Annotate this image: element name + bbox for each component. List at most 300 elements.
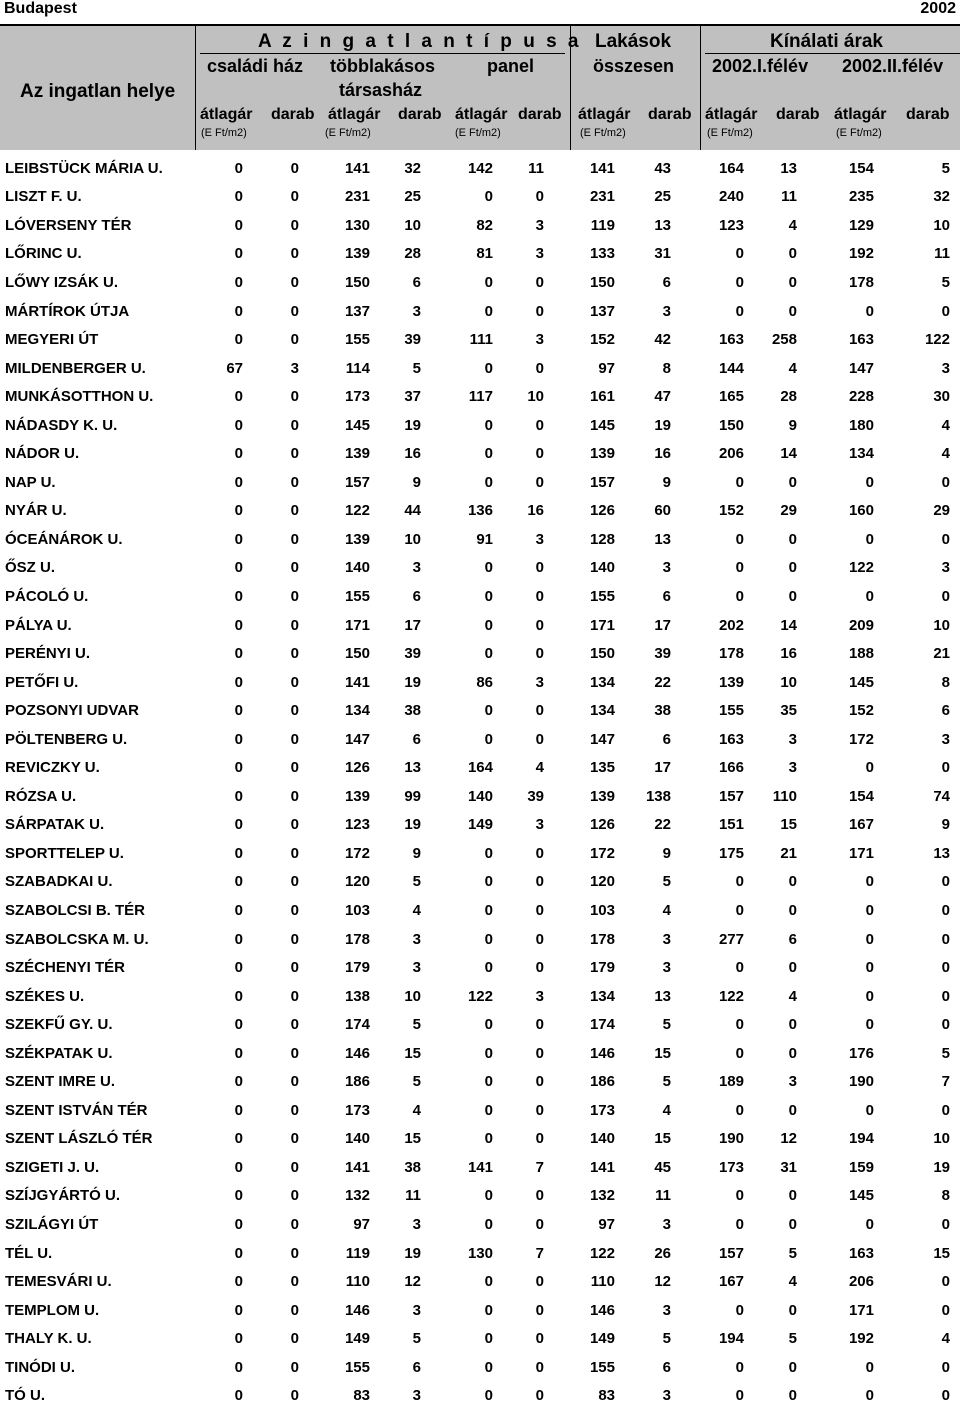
table-row <box>0 1068 960 1097</box>
avg-price-header-2: átlagár <box>328 106 381 123</box>
street-name-cell: PÁCOLÓ U. <box>5 587 89 605</box>
street-name-cell: LÓVERSENY TÉR <box>5 216 132 234</box>
multi-count-cell: 3 <box>412 1216 421 1233</box>
property-type-header: A z i n g a t l a n t í p u s a <box>258 31 582 52</box>
family-count-cell: 0 <box>290 1130 299 1148</box>
multi-avg-cell: 110 <box>345 1273 370 1291</box>
total-avg-cell: 149 <box>589 1330 615 1348</box>
total-count-cell: 6 <box>662 273 671 291</box>
half2-avg-cell: 129 <box>848 216 874 234</box>
family-house-header: családi ház <box>207 56 304 76</box>
total-avg-cell: 141 <box>589 1158 615 1176</box>
half2-avg-cell: 0 <box>865 473 874 491</box>
total-count-cell: 42 <box>654 331 671 349</box>
family-avg-cell: 67 <box>226 359 243 377</box>
total-count-cell: 47 <box>654 388 671 406</box>
family-count-cell: 0 <box>290 1016 299 1034</box>
table-row <box>0 725 960 754</box>
half2-count-cell: 0 <box>941 759 950 777</box>
table-row <box>0 325 960 354</box>
total-count-cell: 9 <box>662 844 671 862</box>
half2-count-cell: 0 <box>941 1301 950 1319</box>
half1-count-cell: 0 <box>788 1216 797 1233</box>
price-table-body <box>0 154 960 1410</box>
half1-avg-cell: 123 <box>718 216 744 234</box>
panel-count-cell: 0 <box>535 1330 544 1348</box>
table-row <box>0 668 960 697</box>
half2-avg-cell: 0 <box>865 587 874 605</box>
family-avg-cell: 0 <box>234 273 243 291</box>
avg-price-header-6: átlagár <box>834 106 887 123</box>
panel-count-cell: 0 <box>535 616 544 634</box>
total-avg-cell: 110 <box>590 1273 615 1291</box>
total-avg-cell: 178 <box>589 930 615 948</box>
total-avg-cell: 103 <box>589 901 615 919</box>
panel-count-cell: 3 <box>535 331 544 349</box>
family-count-cell: 0 <box>290 1101 299 1119</box>
family-count-cell: 0 <box>290 245 299 263</box>
multi-avg-cell: 172 <box>344 844 370 862</box>
total-avg-cell: 146 <box>589 1044 615 1062</box>
half2-avg-cell: 147 <box>848 359 874 377</box>
half1-avg-cell: 0 <box>735 559 744 577</box>
multi-avg-cell: 178 <box>344 930 370 948</box>
table-row <box>0 1210 960 1239</box>
total-avg-cell: 161 <box>589 388 615 406</box>
half2-avg-cell: 152 <box>848 702 874 720</box>
street-name-cell: NYÁR U. <box>5 502 67 520</box>
table-row <box>0 639 960 668</box>
total-avg-cell: 231 <box>589 188 615 206</box>
total-count-cell: 25 <box>654 188 671 206</box>
table-row <box>0 611 960 640</box>
half2-count-cell: 4 <box>941 445 950 463</box>
total-count-cell: 15 <box>654 1044 671 1062</box>
total-count-cell: 15 <box>654 1130 671 1148</box>
multi-avg-cell: 150 <box>344 273 370 291</box>
multi-count-cell: 3 <box>412 302 421 320</box>
table-row <box>0 468 960 497</box>
panel-avg-cell: 0 <box>484 1187 493 1205</box>
table-row <box>0 183 960 212</box>
multi-count-cell: 5 <box>412 1073 421 1091</box>
street-name-cell: SZENT LÁSZLÓ TÉR <box>5 1130 153 1148</box>
total-count-cell: 45 <box>654 1158 671 1176</box>
table-row <box>0 782 960 811</box>
street-name-cell: MUNKÁSOTTHON U. <box>5 388 154 406</box>
page-header-bar <box>0 0 960 26</box>
total-avg-cell: 186 <box>589 1073 615 1091</box>
total-count-cell: 17 <box>654 759 671 777</box>
panel-count-cell: 3 <box>535 673 544 691</box>
half1-avg-cell: 0 <box>735 1187 744 1205</box>
street-name-cell: SZIGETI J. U. <box>5 1158 100 1176</box>
half2-count-cell: 0 <box>941 901 950 919</box>
panel-avg-cell: 91 <box>476 530 493 548</box>
half1-avg-cell: 173 <box>718 1158 744 1176</box>
half1-count-cell: 6 <box>788 930 797 948</box>
half2-count-cell: 0 <box>941 1387 950 1405</box>
family-avg-cell: 0 <box>234 530 243 548</box>
multi-avg-cell: 149 <box>344 1330 370 1348</box>
multi-avg-cell: 114 <box>345 359 370 377</box>
half2-avg-cell: 0 <box>865 873 874 891</box>
panel-avg-cell: 0 <box>484 702 493 720</box>
family-count-cell: 0 <box>290 1187 299 1205</box>
panel-count-cell: 0 <box>535 302 544 320</box>
half2-avg-cell: 194 <box>848 1130 874 1148</box>
family-count-cell: 0 <box>290 844 299 862</box>
multi-count-cell: 5 <box>412 1330 421 1348</box>
multi-avg-cell: 139 <box>344 245 370 263</box>
panel-avg-cell: 0 <box>484 587 493 605</box>
half1-avg-cell: 157 <box>718 787 744 805</box>
street-name-cell: MILDENBERGER U. <box>5 359 146 377</box>
total-avg-cell: 97 <box>598 359 615 377</box>
total-count-cell: 8 <box>662 359 671 377</box>
year-title: 2002 <box>920 0 956 17</box>
half1-count-cell: 258 <box>771 331 797 349</box>
half2-avg-cell: 163 <box>848 1244 874 1262</box>
multi-avg-cell: 132 <box>344 1187 370 1205</box>
panel-count-cell: 0 <box>535 702 544 720</box>
half2-count-cell: 74 <box>933 787 950 805</box>
total-count-cell: 26 <box>654 1244 671 1262</box>
multi-count-cell: 38 <box>404 1158 421 1176</box>
table-row <box>0 1125 960 1154</box>
family-count-cell: 0 <box>290 530 299 548</box>
half1-count-cell: 4 <box>788 216 797 234</box>
street-name-cell: TÓ U. <box>5 1387 45 1405</box>
half1-count-cell: 0 <box>788 1187 797 1205</box>
panel-count-cell: 0 <box>535 1273 544 1291</box>
half1-count-cell: 0 <box>788 473 797 491</box>
total-avg-cell: 155 <box>589 1358 615 1376</box>
family-avg-cell: 0 <box>234 930 243 948</box>
table-row <box>0 1153 960 1182</box>
panel-count-cell: 3 <box>535 530 544 548</box>
total-count-cell: 4 <box>662 1101 671 1119</box>
street-name-cell: MEGYERI ÚT <box>5 331 99 349</box>
multi-avg-cell: 137 <box>344 302 370 320</box>
panel-avg-cell: 0 <box>484 901 493 919</box>
multi-avg-cell: 140 <box>344 1130 370 1148</box>
panel-count-cell: 0 <box>535 416 544 434</box>
multi-count-cell: 4 <box>412 1101 421 1119</box>
total-count-cell: 43 <box>654 159 671 177</box>
half1-count-cell: 16 <box>780 645 797 663</box>
panel-avg-cell: 136 <box>467 502 493 520</box>
multi-avg-cell: 157 <box>344 473 370 491</box>
half1-avg-cell: 190 <box>718 1130 744 1148</box>
half1-avg-cell: 165 <box>718 388 744 406</box>
count-header-5: darab <box>776 106 820 123</box>
half2-avg-cell: 167 <box>848 816 874 834</box>
half2-count-cell: 4 <box>941 1330 950 1348</box>
half1-count-cell: 0 <box>788 1016 797 1034</box>
half1-count-cell: 0 <box>788 901 797 919</box>
total-count-cell: 5 <box>662 1330 671 1348</box>
multi-count-cell: 15 <box>404 1130 421 1148</box>
half1-count-cell: 10 <box>780 673 797 691</box>
street-name-cell: THALY K. U. <box>5 1330 92 1348</box>
table-row <box>0 1182 960 1211</box>
half2-count-cell: 0 <box>941 987 950 1005</box>
family-count-cell: 0 <box>290 759 299 777</box>
avg-price-header-5: átlagár <box>705 106 758 123</box>
multi-avg-cell: 134 <box>344 702 370 720</box>
half1-count-cell: 0 <box>788 1358 797 1376</box>
family-avg-cell: 0 <box>234 1044 243 1062</box>
panel-count-cell: 0 <box>535 188 544 206</box>
half2-count-cell: 19 <box>933 1158 950 1176</box>
panel-avg-cell: 86 <box>476 673 493 691</box>
half2-avg-cell: 228 <box>848 388 874 406</box>
count-header-2: darab <box>398 106 442 123</box>
panel-avg-cell: 0 <box>484 616 493 634</box>
table-row <box>0 925 960 954</box>
panel-count-cell: 0 <box>535 587 544 605</box>
panel-count-cell: 0 <box>535 1387 544 1405</box>
table-row <box>0 497 960 526</box>
half1-avg-cell: 144 <box>718 359 744 377</box>
family-count-cell: 0 <box>290 645 299 663</box>
total-count-cell: 3 <box>662 1387 671 1405</box>
panel-avg-cell: 0 <box>484 1016 493 1034</box>
panel-header: panel <box>487 56 535 76</box>
multi-count-cell: 5 <box>412 1016 421 1034</box>
multi-count-cell: 12 <box>404 1273 421 1291</box>
family-count-cell: 0 <box>290 473 299 491</box>
street-name-cell: SZENT ISTVÁN TÉR <box>5 1101 148 1119</box>
panel-count-cell: 10 <box>527 388 544 406</box>
total-count-cell: 3 <box>662 1216 671 1233</box>
panel-count-cell: 0 <box>535 1073 544 1091</box>
family-count-cell: 0 <box>290 730 299 748</box>
half1-count-cell: 31 <box>780 1158 797 1176</box>
family-avg-cell: 0 <box>234 673 243 691</box>
multi-count-cell: 11 <box>405 1187 421 1205</box>
half2-avg-cell: 171 <box>848 1301 874 1319</box>
multi-avg-cell: 141 <box>344 1158 370 1176</box>
family-count-cell: 0 <box>290 1330 299 1348</box>
total-avg-cell: 152 <box>589 331 615 349</box>
total-avg-cell: 179 <box>589 959 615 977</box>
panel-avg-cell: 0 <box>484 473 493 491</box>
half2-count-cell: 3 <box>941 559 950 577</box>
panel-avg-cell: 0 <box>484 959 493 977</box>
half1-avg-cell: 277 <box>718 930 744 948</box>
multi-count-cell: 6 <box>412 1358 421 1376</box>
multi-avg-cell: 139 <box>344 787 370 805</box>
family-avg-cell: 0 <box>234 1073 243 1091</box>
total-count-cell: 31 <box>654 245 671 263</box>
family-count-cell: 0 <box>290 445 299 463</box>
multi-avg-cell: 141 <box>344 159 370 177</box>
total-count-cell: 12 <box>654 1273 671 1291</box>
count-header-3: darab <box>518 106 562 123</box>
family-count-cell: 0 <box>290 901 299 919</box>
panel-count-cell: 0 <box>535 1130 544 1148</box>
half1-avg-cell: 0 <box>735 273 744 291</box>
multi-count-cell: 32 <box>404 159 421 177</box>
panel-count-cell: 0 <box>535 930 544 948</box>
family-avg-cell: 0 <box>234 645 243 663</box>
multi-avg-cell: 174 <box>344 1016 370 1034</box>
half1-count-cell: 4 <box>788 1273 797 1291</box>
half2-avg-cell: 159 <box>848 1158 874 1176</box>
street-name-cell: TINÓDI U. <box>5 1358 75 1376</box>
table-row <box>0 1267 960 1296</box>
family-avg-cell: 0 <box>234 559 243 577</box>
half2-count-cell: 0 <box>941 873 950 891</box>
table-row <box>0 1039 960 1068</box>
family-count-cell: 0 <box>290 188 299 206</box>
panel-count-cell: 0 <box>535 873 544 891</box>
street-name-cell: SZABOLCSKA M. U. <box>5 930 149 948</box>
half2-avg-cell: 0 <box>865 759 874 777</box>
panel-count-cell: 3 <box>535 987 544 1005</box>
multi-count-cell: 4 <box>412 901 421 919</box>
family-count-cell: 0 <box>290 587 299 605</box>
unit-label-3: (E Ft/m2) <box>455 127 501 139</box>
half1-count-cell: 110 <box>772 787 797 805</box>
panel-avg-cell: 0 <box>484 1044 493 1062</box>
half1-count-cell: 0 <box>788 587 797 605</box>
family-count-cell: 0 <box>290 1387 299 1405</box>
total-count-cell: 4 <box>662 901 671 919</box>
half2-avg-cell: 209 <box>848 616 874 634</box>
half2-avg-cell: 172 <box>848 730 874 748</box>
table-row <box>0 582 960 611</box>
half2-avg-cell: 178 <box>848 273 874 291</box>
table-row <box>0 1296 960 1325</box>
multi-avg-cell: 126 <box>344 759 370 777</box>
family-avg-cell: 0 <box>234 1301 243 1319</box>
multi-avg-cell: 141 <box>344 673 370 691</box>
total-avg-cell: 97 <box>598 1216 615 1233</box>
half1-avg-cell: 0 <box>735 1301 744 1319</box>
family-avg-cell: 0 <box>234 1101 243 1119</box>
street-name-cell: SZABOLCSI B. TÉR <box>5 901 146 919</box>
table-row <box>0 1353 960 1382</box>
panel-avg-cell: 82 <box>476 216 493 234</box>
total-count-cell: 3 <box>662 930 671 948</box>
table-row <box>0 211 960 240</box>
street-name-cell: LEIBSTÜCK MÁRIA U. <box>5 159 163 177</box>
panel-count-cell: 0 <box>535 730 544 748</box>
half1-count-cell: 0 <box>788 1044 797 1062</box>
half1-avg-cell: 189 <box>718 1073 744 1091</box>
panel-avg-cell: 0 <box>484 559 493 577</box>
total-avg-cell: 150 <box>589 273 615 291</box>
total-count-cell: 60 <box>654 502 671 520</box>
family-avg-cell: 0 <box>234 730 243 748</box>
street-name-cell: SZÉKPATAK U. <box>5 1044 113 1062</box>
family-count-cell: 0 <box>290 1358 299 1376</box>
half2-avg-cell: 0 <box>865 530 874 548</box>
multi-avg-cell: 173 <box>344 1101 370 1119</box>
family-count-cell: 0 <box>290 416 299 434</box>
half2-count-cell: 7 <box>941 1073 950 1091</box>
family-count-cell: 0 <box>290 1273 299 1291</box>
half2-count-cell: 30 <box>933 388 950 406</box>
total-avg-cell: 132 <box>589 1187 615 1205</box>
panel-avg-cell: 81 <box>476 245 493 263</box>
panel-avg-cell: 117 <box>468 388 493 406</box>
total-count-cell: 5 <box>662 873 671 891</box>
panel-avg-cell: 0 <box>484 359 493 377</box>
multi-avg-cell: 140 <box>344 559 370 577</box>
location-column-header: Az ingatlan helye <box>20 81 176 102</box>
half2-count-cell: 3 <box>941 730 950 748</box>
half1-count-cell: 3 <box>788 759 797 777</box>
total-avg-cell: 139 <box>589 787 615 805</box>
table-row <box>0 354 960 383</box>
half1-avg-cell: 0 <box>735 901 744 919</box>
panel-count-cell: 39 <box>527 787 544 805</box>
panel-avg-cell: 0 <box>484 1358 493 1376</box>
half2-count-cell: 10 <box>933 616 950 634</box>
panel-count-cell: 0 <box>535 959 544 977</box>
multi-avg-cell: 97 <box>353 1216 370 1233</box>
street-name-cell: MÁRTÍROK ÚTJA <box>5 302 130 320</box>
half2-count-cell: 0 <box>941 473 950 491</box>
half2-count-cell: 5 <box>941 273 950 291</box>
total-avg-cell: 172 <box>589 844 615 862</box>
panel-count-cell: 0 <box>535 559 544 577</box>
panel-count-cell: 0 <box>535 1016 544 1034</box>
family-avg-cell: 0 <box>234 1158 243 1176</box>
half1-avg-cell: 166 <box>718 759 744 777</box>
half2-avg-cell: 154 <box>848 787 874 805</box>
table-row <box>0 154 960 183</box>
table-row <box>0 297 960 326</box>
family-count-cell: 0 <box>290 616 299 634</box>
half1-count-cell: 4 <box>788 359 797 377</box>
half1-avg-cell: 194 <box>718 1330 744 1348</box>
family-count-cell: 0 <box>290 388 299 406</box>
street-name-cell: LŐWY IZSÁK U. <box>5 273 119 291</box>
family-count-cell: 0 <box>290 702 299 720</box>
half2-avg-cell: 0 <box>865 1216 874 1233</box>
multi-count-cell: 3 <box>412 559 421 577</box>
half1-avg-cell: 151 <box>718 816 744 834</box>
total-count-cell: 6 <box>662 1358 671 1376</box>
total-avg-cell: 133 <box>589 245 615 263</box>
family-avg-cell: 0 <box>234 1244 243 1262</box>
family-count-cell: 0 <box>290 1216 299 1233</box>
half2-avg-cell: 188 <box>848 645 874 663</box>
total-count-cell: 11 <box>655 1187 671 1205</box>
city-title: Budapest <box>4 0 77 17</box>
total-count-cell: 5 <box>662 1016 671 1034</box>
multi-avg-cell: 138 <box>344 987 370 1005</box>
offer-prices-header: Kínálati árak <box>770 31 883 52</box>
multi-avg-cell: 155 <box>344 587 370 605</box>
half2-count-cell: 8 <box>941 1187 950 1205</box>
panel-avg-cell: 0 <box>484 302 493 320</box>
price-table <box>0 154 960 1410</box>
half1-avg-cell: 0 <box>735 473 744 491</box>
multi-count-cell: 9 <box>412 473 421 491</box>
apartments-header-line2: összesen <box>593 56 675 76</box>
multi-count-cell: 19 <box>404 416 421 434</box>
half2-count-cell: 3 <box>941 359 950 377</box>
total-avg-cell: 126 <box>589 502 615 520</box>
total-avg-cell: 134 <box>589 987 615 1005</box>
multi-avg-cell: 139 <box>344 445 370 463</box>
